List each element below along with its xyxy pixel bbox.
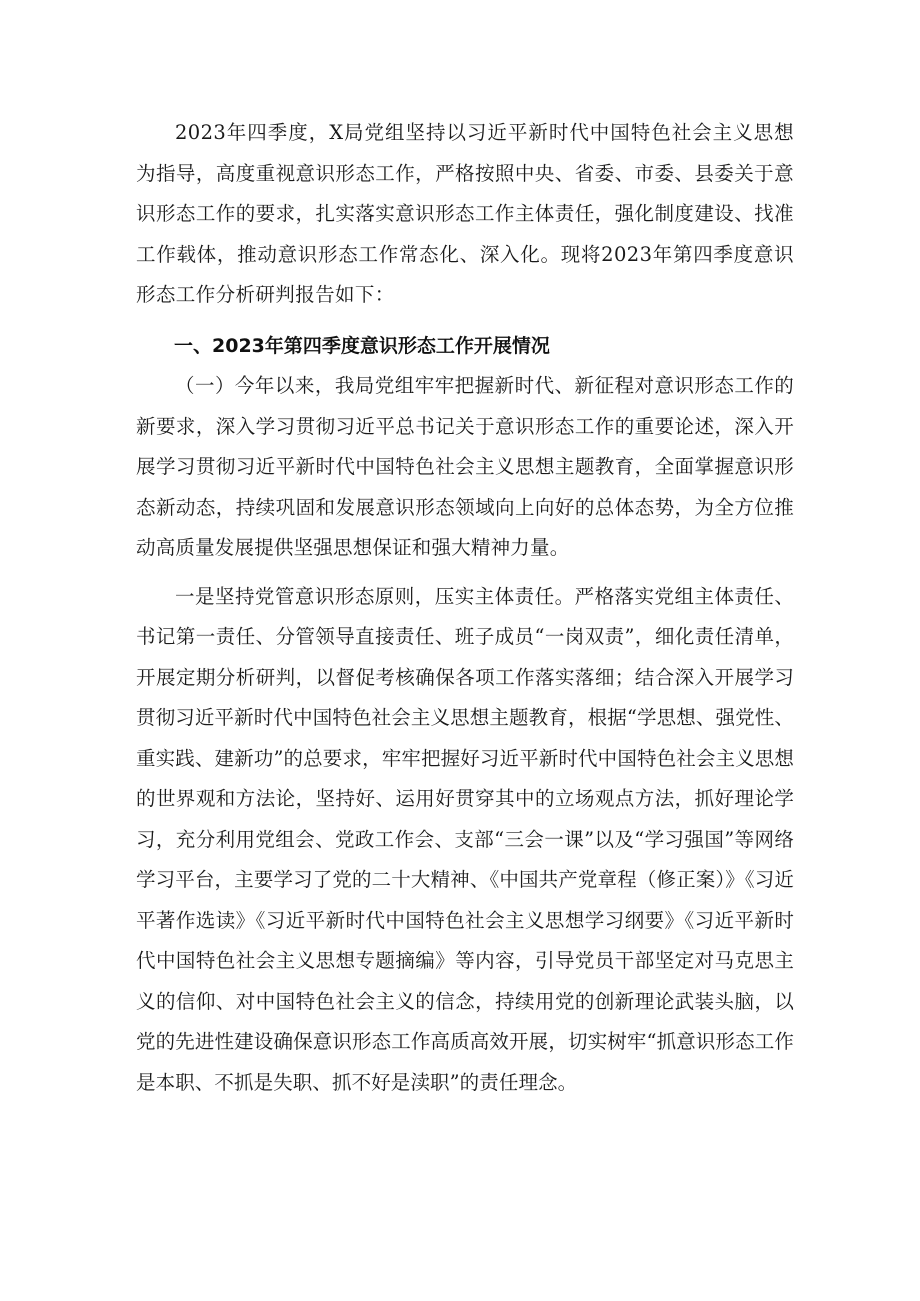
- body-paragraph: （一）今年以来，我局党组牢牢把握新时代、新征程对意识形态工作的新要求，深入学习贯彻习近平总书记关于意识形态工作的重要论述，深入开展学习贯彻习近平新时代中国特色社会主义思想主题教育，全面掌握意识形态新动态，持续巩固和发展意识形态领域向上向好的总体态势，为全方位推动高质量发展提供坚强思想保证和强大精神力量。: [136, 374, 794, 559]
- intro-paragraph: 2023年四季度，X局党组坚持以习近平新时代中国特色社会主义思想为指导，高度重视意识形态工作，严格按照中央、省委、市委、县委关于意识形态工作的要求，扎实落实意识形态工作主体责任，强化制度建设、找准工作载体，推动意识形态工作常态化、深入化。现将2023年第四季度意识形态工作分析研判报告如下：: [136, 121, 794, 306]
- document-body: [136, 113, 794, 1103]
- body-paragraph: 一是坚持党管意识形态原则，压实主体责任。严格落实党组主体责任、书记第一责任、分管领导直接责任、班子成员“一岗双责”，细化责任清单，开展定期分析研判，以督促考核确保各项工作落实落细；结合深入开展学习贯彻习近平新时代中国特色社会主义思想主题教育，根据“学思想、强党性、重实践、建新功”的总要求，牢牢把握好习近平新时代中国特色社会主义思想的世界观和方法论，坚持好、运用好贯穿其中的立场观点方法，抓好理论学习，充分利用党组会、党政工作会、支部“三会一课”以及“学习强国”等网络学习平台，主要学习了党的二十大精神、《中国共产党章程（修正案）》《习近平著作选读》《习近平新时代中国特色社会主义思想学习纲要》《习近平新时代中国特色社会主义思想专题摘编》等内容，引导党员干部坚定对马克思主义的信仰、对中国特色社会主义的信念，持续用党的创新理论武装头脑，以党的先进性建设确保意识形态工作高质高效开展，切实树牢“抓意识形态工作是本职、不抓是失职、抓不好是渎职”的责任理念。: [136, 584, 794, 1094]
- section-heading: 一、2023年第四季度意识形态工作开展情况: [174, 334, 550, 357]
